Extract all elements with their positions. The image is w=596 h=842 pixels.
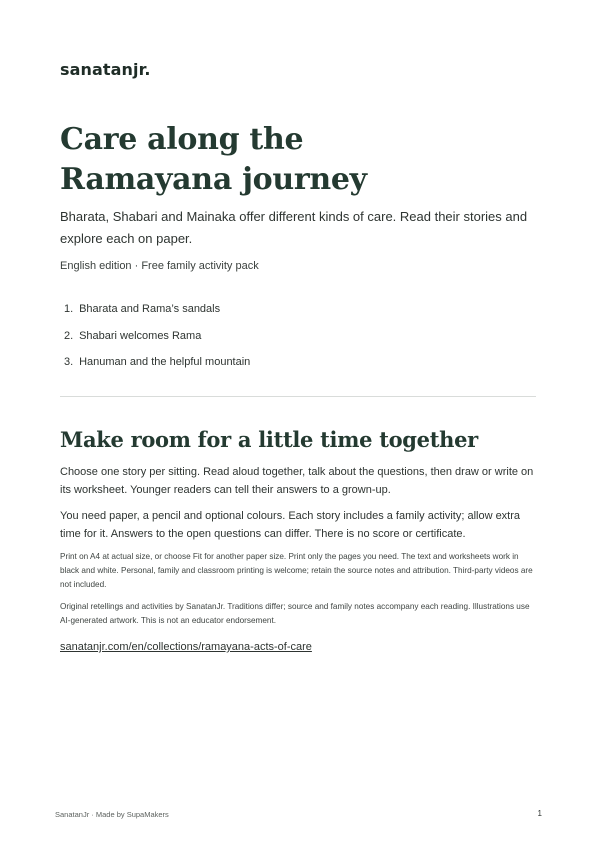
page-title: Care along the Ramayana journey	[60, 122, 367, 197]
story-number: 1.	[64, 303, 74, 315]
story-title: Shabari welcomes Rama	[79, 329, 202, 342]
story-number: 3.	[64, 356, 74, 368]
story-list-item	[64, 327, 250, 354]
credits-note: Original retellings and activities by SanatanJr. Traditions differ; source and family notes accompany each reading. Illustrations use AI-generated artwork. This is not an educator endorsement.	[60, 602, 530, 625]
page-number: 1	[537, 809, 542, 818]
edition-note: English edition · Free family activity pack	[60, 260, 259, 272]
print-note: Print on A4 at actual size, or choose Fit for another paper size. Print only the pages you need. The text and worksheets work in black and white. Personal, family and classroom printing is welcome; retain the source notes and attribution. Third-party videos are not included.	[60, 552, 533, 589]
collection-link[interactable]: sanatanjr.com/en/collections/ramayana-acts-of-care	[60, 641, 312, 653]
intro-paragraph: Bharata, Shabari and Mainaka offer different kinds of care. Read their stories and explore each on paper.	[60, 209, 528, 246]
section-heading: Make room for a little time together	[60, 427, 478, 452]
materials-paragraph: You need paper, a pencil and optional colours. Each story includes a family activity; allow extra time for it. Answers to the open questions can differ. There is no score or certificate.	[60, 510, 521, 540]
story-list	[64, 300, 250, 380]
story-number: 2.	[64, 329, 74, 342]
story-list-item	[64, 300, 250, 327]
brand-logo: sanatanjr.	[60, 60, 151, 79]
section-divider	[60, 396, 536, 397]
story-list-item	[64, 353, 250, 380]
how-to-use-paragraph: Choose one story per sitting. Read aloud together, talk about the questions, then draw or write on its worksheet. Younger readers can tell their answers to a grown-up.	[60, 466, 534, 496]
footer-credit: SanatanJr · Made by SupaMakers	[55, 810, 169, 819]
story-title: Hanuman and the helpful mountain	[79, 356, 251, 368]
story-title: Bharata and Rama’s sandals	[79, 303, 221, 315]
